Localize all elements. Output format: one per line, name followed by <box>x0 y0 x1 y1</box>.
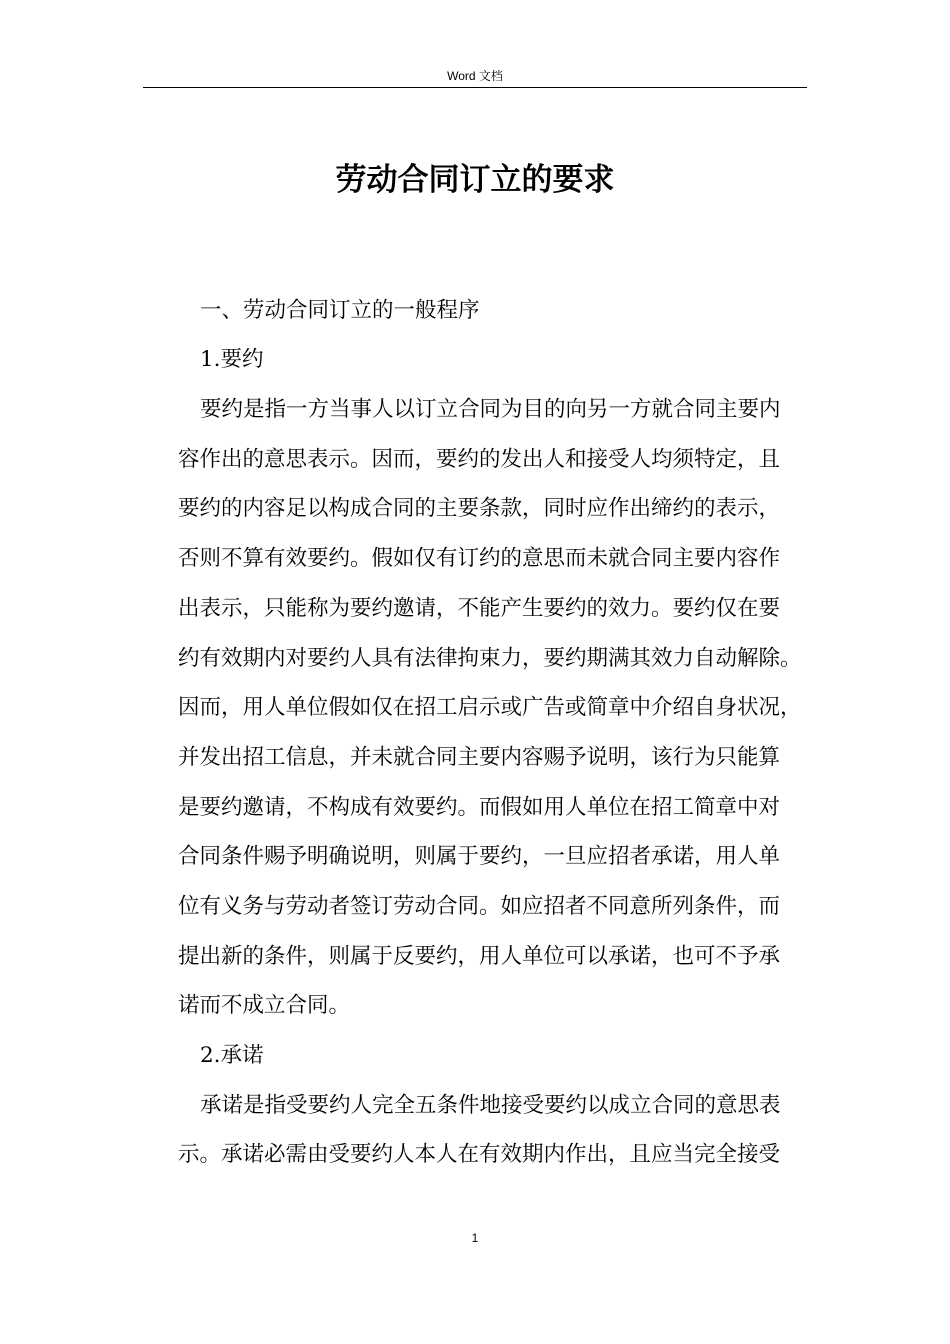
paragraph-line: 提出新的条件，则属于反要约，用人单位可以承诺，也可不予承 <box>178 944 781 969</box>
paragraph-line: 并发出招工信息，并未就合同主要内容赐予说明，该行为只能算 <box>178 745 781 770</box>
header-text: Word 文档 <box>447 69 503 83</box>
paragraph-line: 是要约邀请，不构成有效要约。而假如用人单位在招工简章中对 <box>178 795 781 820</box>
paragraph-line: 诺而不成立合同。 <box>178 993 351 1018</box>
header-divider <box>143 87 807 88</box>
paragraph-line: 因而，用人单位假如仅在招工启示或广告或简章中介绍自身状况， <box>178 695 802 720</box>
page-number: 1 <box>471 1231 479 1245</box>
document-title: 劳动合同订立的要求 <box>335 162 615 198</box>
subheading-acceptance: 2.承诺 <box>200 1043 264 1068</box>
paragraph-line: 约有效期内对要约人具有法律拘束力，要约期满其效力自动解除。 <box>178 646 802 671</box>
paragraph-line: 承诺是指受要约人完全五条件地接受要约以成立合同的意思表 <box>200 1093 781 1118</box>
paragraph-line: 示。承诺必需由受要约人本人在有效期内作出，且应当完全接受 <box>178 1142 781 1167</box>
subheading-offer: 1.要约 <box>200 347 264 372</box>
paragraph-line: 否则不算有效要约。假如仅有订约的意思而未就合同主要内容作 <box>178 546 781 571</box>
paragraph-line: 合同条件赐予明确说明，则属于要约，一旦应招者承诺，用人单 <box>178 844 781 869</box>
paragraph-line: 要约是指一方当事人以订立合同为目的向另一方就合同主要内 <box>200 397 781 422</box>
paragraph-line: 容作出的意思表示。因而，要约的发出人和接受人均须特定，且 <box>178 447 781 472</box>
paragraph-line: 要约的内容足以构成合同的主要条款，同时应作出缔约的表示， <box>178 496 781 521</box>
paragraph-line: 位有义务与劳动者签订劳动合同。如应招者不同意所列条件，而 <box>178 894 781 919</box>
paragraph-line: 出表示，只能称为要约邀请，不能产生要约的效力。要约仅在要 <box>178 596 781 621</box>
section-heading-1: 一、劳动合同订立的一般程序 <box>200 298 480 323</box>
